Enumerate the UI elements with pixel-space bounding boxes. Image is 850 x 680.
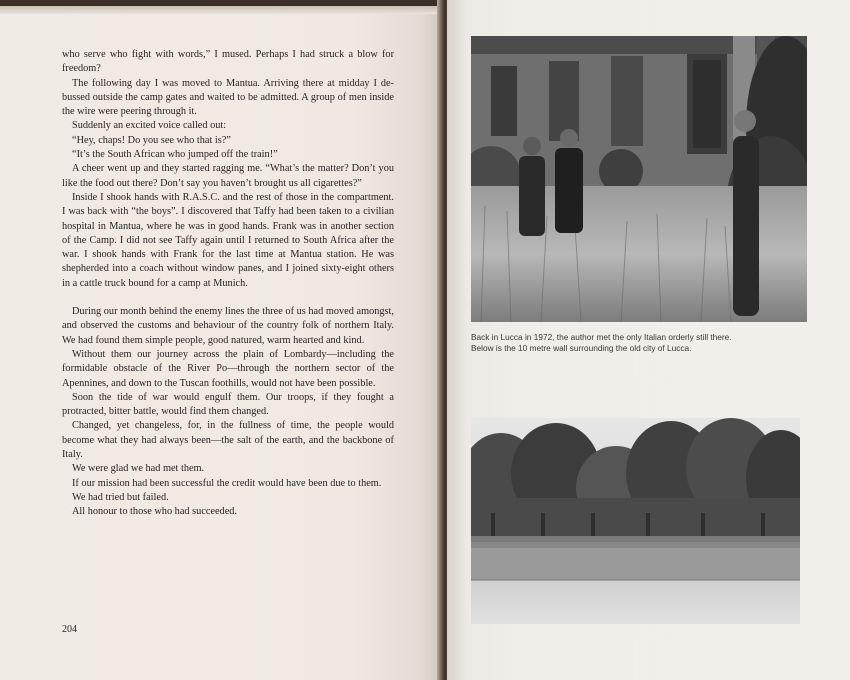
- caption-line: Below is the 10 metre wall surrounding the old city of Lucca.: [471, 343, 692, 353]
- body-paragraph: A cheer went up and they started ragging me. “What’s the matter? Don’t you like the food out there? Don’t say you haven’t brought us all cigarettes?”: [62, 163, 394, 189]
- photo-city-wall: [471, 418, 800, 624]
- body-paragraph: Suddenly an excited voice called out:: [72, 120, 227, 132]
- photo-villa-garden-image: [471, 36, 807, 322]
- body-paragraph: Changed, yet changeless, for, in the fullness of time, the people would become what they had always been—the salt of the earth, and the backbone of Italy.: [62, 420, 394, 461]
- body-paragraph: “It’s the South African who jumped off the train!”: [72, 149, 278, 161]
- body-paragraph: Without them our journey across the plain of Lombardy—including the formidable obstacle of the River Po—through the northern sector of the Apennines, and down to the Tuscan foothills, would not have been possible.: [62, 348, 394, 389]
- photo-caption: [471, 332, 811, 354]
- body-paragraph: If our mission had been successful the credit would have been due to them.: [72, 477, 382, 489]
- page-number: 204: [62, 624, 77, 635]
- photo-city-wall-image: [471, 418, 800, 624]
- body-text: [62, 48, 394, 520]
- body-paragraph: The following day I was moved to Mantua. Arriving there at midday I de-bussed outside the camp gates and waited to be admitted. A group of men inside the wire were peering through it.: [62, 77, 394, 118]
- caption-line: Back in Lucca in 1972, the author met the only Italian orderly still there.: [471, 332, 732, 342]
- body-paragraph: During our month behind the enemy lines the three of us had moved amongst, and observed the customs and behaviour of the country folk of northern Italy. We had found them simple people, good natured, warm hearted and kind.: [62, 306, 394, 346]
- body-paragraph: who serve who fight with words,” I mused. Perhaps I had struck a blow for freedom?: [62, 49, 394, 75]
- body-paragraph: We had tried but failed.: [72, 491, 169, 503]
- body-paragraph: Soon the tide of war would engulf them. Our troops, if they fought a protracted, bitter battle, would find them changed.: [62, 391, 394, 418]
- body-paragraph: All honour to those who had succeeded.: [72, 506, 237, 518]
- body-paragraph: “Hey, chaps! Do you see who that is?”: [72, 134, 231, 146]
- page-edge: [0, 6, 441, 14]
- photo-villa-garden: [471, 36, 807, 322]
- body-paragraph: Inside I shook hands with R.A.S.C. and the rest of those in the compartment. I was back with “the boys”. I discovered that Taffy had been taken to a civilian hospital in Mantua, where he was in good hands. Frank was in another section of the Camp. I did not see Taffy again until I returned to South Africa after the war. I shook hands with Frank for the last time at Mantua station. He was shepherded into a coach without window panes, and I joined sixty-eight others in a cattle truck bound for a camp at Munich.: [62, 191, 394, 289]
- body-paragraph: We were glad we had met them.: [72, 463, 205, 475]
